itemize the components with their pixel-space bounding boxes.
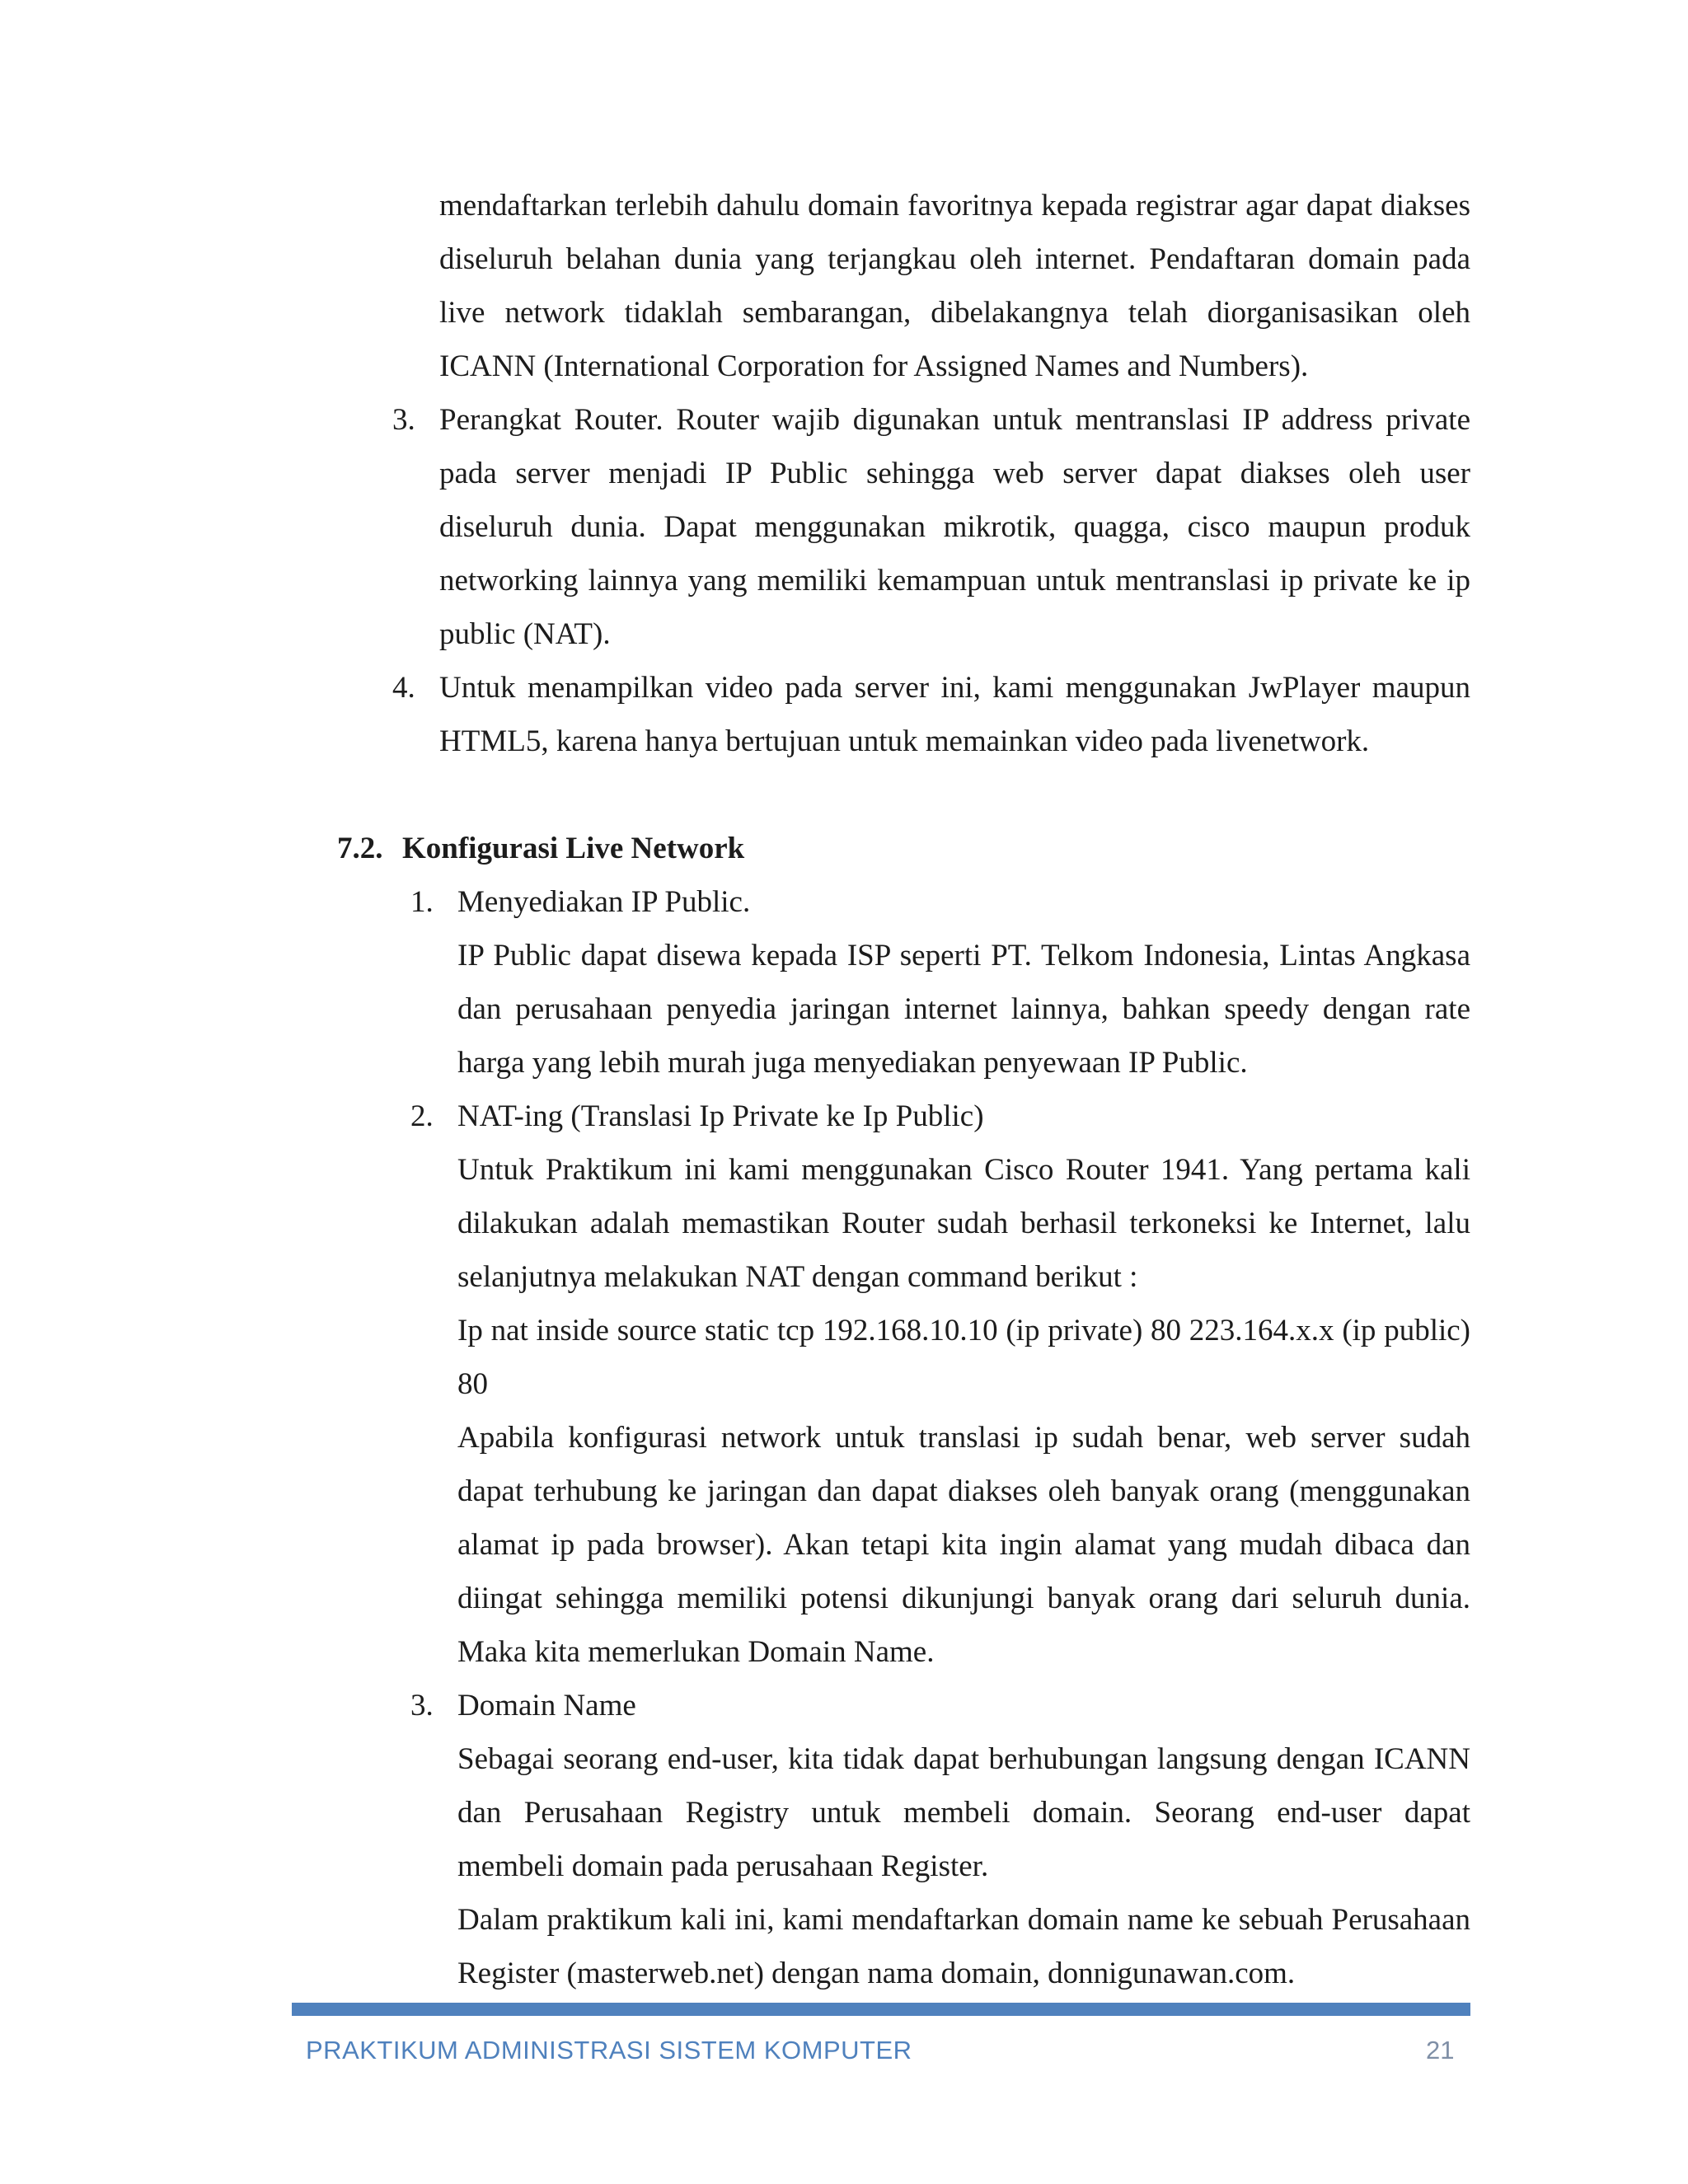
item-line: Dalam praktikum kali ini, kami mendaftarkan domain name ke sebuah Perusahaan — [457, 1903, 1470, 1937]
item-line: HTML5, karena hanya bertujuan untuk memainkan video pada livenetwork. — [439, 724, 1370, 758]
item-line: Sebagai seorang end-user, kita tidak dapat berhubungan langsung dengan ICANN — [457, 1742, 1470, 1776]
item-line: public (NAT). — [439, 617, 611, 651]
item-line: dilakukan adalah memastikan Router sudah berhasil terkoneksi ke Internet, lalu — [457, 1207, 1470, 1240]
intro-line-1: mendaftarkan terlebih dahulu domain favoritnya kepada registrar agar dapat diakses — [439, 189, 1470, 223]
item-line: Apabila konfigurasi network untuk translasi ip sudah benar, web server sudah — [457, 1421, 1470, 1455]
list-number: 1. — [410, 885, 434, 919]
item-line: dapat terhubung ke jaringan dan dapat diakses oleh banyak orang (menggunakan — [457, 1474, 1470, 1508]
item-line: networking lainnya yang memiliki kemampuan untuk mentranslasi ip private ke ip — [439, 564, 1470, 598]
page-number: 21 — [1426, 2036, 1455, 2064]
item-line: pada server menjadi IP Public sehingga web server dapat diakses oleh user — [439, 457, 1470, 490]
item-line: dan Perusahaan Registry untuk membeli domain. Seorang end-user dapat — [457, 1796, 1470, 1830]
item-line: Untuk Praktikum ini kami menggunakan Cisco Router 1941. Yang pertama kali — [457, 1153, 1470, 1187]
item-line: dan perusahaan penyedia jaringan internet lainnya, bahkan speedy dengan rate — [457, 992, 1470, 1026]
footer-divider — [292, 2003, 1470, 2016]
intro-line-3: live network tidaklah sembarangan, dibelakangnya telah diorganisasikan oleh — [439, 296, 1470, 330]
footer-title: PRAKTIKUM ADMINISTRASI SISTEM KOMPUTER — [306, 2036, 912, 2064]
list-number: 2. — [410, 1099, 434, 1133]
item-line: Perangkat Router. Router wajib digunakan untuk mentranslasi IP address private — [439, 403, 1470, 437]
intro-line-2: diseluruh belahan dunia yang terjangkau oleh internet. Pendaftaran domain pada — [439, 242, 1470, 276]
item-line: diingat sehingga memiliki potensi dikunjungi banyak orang dari seluruh dunia. — [457, 1582, 1470, 1615]
section-title: Konfigurasi Live Network — [402, 832, 745, 865]
item-line: Maka kita memerlukan Domain Name. — [457, 1635, 935, 1669]
item-line: Register (masterweb.net) dengan nama domain, donnigunawan.com. — [457, 1957, 1296, 1990]
item-line: selanjutnya melakukan NAT dengan command berikut : — [457, 1260, 1138, 1294]
item-title: Menyediakan IP Public. — [457, 885, 751, 919]
item-title: Domain Name — [457, 1689, 636, 1722]
nat-command: Ip nat inside source static tcp 192.168.10.10 (ip private) 80 223.164.x.x (ip public) — [457, 1314, 1470, 1347]
intro-line-4: ICANN (International Corporation for Assigned Names and Numbers). — [439, 349, 1309, 383]
section-number: 7.2. — [337, 832, 383, 865]
item-line: IP Public dapat disewa kepada ISP seperti PT. Telkom Indonesia, Lintas Angkasa — [457, 939, 1470, 972]
item-line: Untuk menampilkan video pada server ini, kami menggunakan JwPlayer maupun — [439, 671, 1470, 705]
item-line: harga yang lebih murah juga menyediakan penyewaan IP Public. — [457, 1046, 1248, 1080]
item-title: NAT-ing (Translasi Ip Private ke Ip Public) — [457, 1099, 984, 1133]
list-number: 3. — [392, 403, 415, 437]
nat-command-port: 80 — [457, 1367, 488, 1401]
item-line: alamat ip pada browser). Akan tetapi kita ingin alamat yang mudah dibaca dan — [457, 1528, 1470, 1562]
list-number: 4. — [392, 671, 415, 705]
item-line: membeli domain pada perusahaan Register. — [457, 1849, 989, 1883]
item-line: diseluruh dunia. Dapat menggunakan mikrotik, quagga, cisco maupun produk — [439, 510, 1470, 544]
list-number: 3. — [410, 1689, 434, 1722]
